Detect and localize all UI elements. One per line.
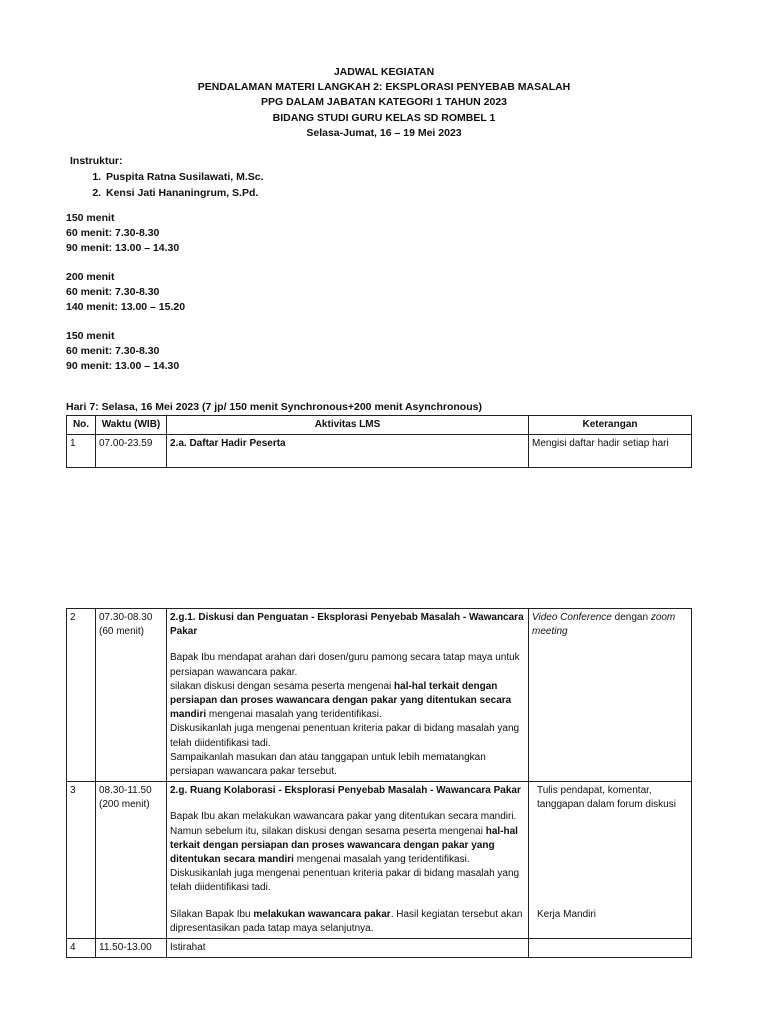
activity-text: mengenai masalah yang teridentifikasi. Diskusikanlah juga mengenai penentuan kriteria pakar di bidang masalah yang telah diidentifikasi tadi. — [170, 854, 520, 894]
title-line-2: PENDALAMAN MATERI LANGKAH 2: EKSPLORASI PENYEBAB MASALAH — [197, 81, 571, 94]
activity-paragraph — [170, 680, 525, 723]
activity-text: Bapak Ibu akan melakukan wawancara pakar yang ditentukan secara mandiri. Namun sebelum itu, silakan diskusi dengan sesama peserta mengenai — [170, 811, 517, 837]
cell-no: 2 — [67, 609, 96, 782]
cell-aktivitas: Istirahat — [167, 939, 529, 958]
document-title-block — [0, 65, 768, 141]
cell-waktu: 07.30-08.30 (60 menit) — [96, 609, 167, 782]
title-line-3: PPG DALAM JABATAN KATEGORI 1 TAHUN 2023 — [261, 96, 507, 109]
cell-keterangan — [529, 782, 692, 939]
keterangan-text: Kerja Mandiri — [537, 908, 596, 920]
activity-text: mengenai masalah yang teridentifikasi. — [206, 709, 382, 721]
header-keterangan: Keterangan — [529, 416, 692, 435]
keterangan-italic: zoom meeting — [532, 612, 676, 638]
header-aktivitas: Aktivitas LMS — [167, 416, 529, 435]
instructor-item: 2. Kensi Jati Hananingrum, S.Pd. — [104, 185, 264, 201]
duration-line: 60 menit: 7.30-8.30 — [66, 345, 160, 357]
cell-aktivitas — [167, 782, 529, 939]
activity-text: . Hasil kegiatan tersebut akan dipresentasikan pada tatap maya selanjutnya. — [170, 908, 523, 934]
instructor-item: 1. Puspita Ratna Susilawati, M.Sc. — [104, 169, 264, 185]
table-header-row — [67, 416, 692, 435]
keterangan-text: Tulis pendapat, komentar, tanggapan dalam forum diskusi — [537, 785, 676, 811]
activity-title: 2.g. Ruang Kolaborasi - Eksplorasi Penyebab Masalah - Wawancara Pakar — [170, 785, 521, 797]
duration-line: 90 menit: 13.00 – 14.30 — [66, 360, 180, 372]
duration-line: 90 menit: 13.00 – 14.30 — [66, 242, 180, 254]
duration-total: 150 menit — [66, 212, 115, 224]
table-row — [67, 435, 692, 468]
cell-keterangan — [529, 609, 692, 782]
schedule-table-part-1 — [66, 415, 692, 468]
title-line-4: BIDANG STUDI GURU KELAS SD ROMBEL 1 — [272, 111, 496, 124]
activity-emphasis: hal-hal terkait dengan persiapan dan proses wawancara dengan pakar yang ditentukan secara mandiri — [170, 680, 512, 721]
duration-line: 60 menit: 7.30-8.30 — [66, 227, 160, 239]
duration-total: 150 menit — [66, 330, 115, 342]
cell-keterangan: Mengisi daftar hadir setiap hari — [529, 435, 692, 468]
keterangan-italic: Video Conference — [532, 612, 612, 623]
instructors-section — [70, 153, 264, 201]
cell-waktu: 11.50-13.00 — [96, 939, 167, 958]
duration-block — [66, 211, 179, 256]
activity-text: silakan diskusi dengan sesama peserta mengenai — [170, 680, 395, 692]
cell-waktu: 08.30-11.50 (200 menit) — [96, 782, 167, 939]
cell-waktu: 07.00-23.59 — [96, 435, 167, 468]
cell-no: 3 — [67, 782, 96, 939]
cell-no: 4 — [67, 939, 96, 958]
table-row — [67, 609, 692, 782]
instructors-label: Instruktur: — [70, 155, 123, 167]
activity-paragraph — [170, 810, 525, 895]
activity-title: 2.g.1. Diskusi dan Penguatan - Eksplorasi Penyebab Masalah - Wawancara Pakar — [170, 612, 524, 638]
activity-emphasis: melakukan wawancara pakar — [253, 908, 391, 920]
title-date-line: Selasa-Jumat, 16 – 19 Mei 2023 — [306, 126, 462, 139]
table-row — [67, 939, 692, 958]
header-no: No. — [67, 416, 96, 435]
cell-aktivitas — [167, 609, 529, 782]
duration-block — [66, 270, 185, 315]
activity-text: Silakan Bapak Ibu — [170, 908, 254, 920]
activity-paragraph — [170, 908, 525, 936]
cell-keterangan — [529, 939, 692, 958]
header-waktu: Waktu (WIB) — [96, 416, 167, 435]
activity-paragraph: Bapak Ibu mendapat arahan dari dosen/guru pamong secara tatap maya untuk persiapan wawancara pakar. — [170, 652, 520, 678]
cell-aktivitas: 2.a. Daftar Hadir Peserta — [167, 435, 529, 468]
keterangan-text: dengan — [611, 612, 651, 623]
duration-line: 60 menit: 7.30-8.30 — [66, 286, 160, 298]
day-heading: Hari 7: Selasa, 16 Mei 2023 (7 jp/ 150 menit Synchronous+200 menit Asynchronous) — [66, 401, 482, 413]
title-line-1: JADWAL KEGIATAN — [333, 66, 435, 78]
table-row — [67, 782, 692, 939]
duration-block — [66, 329, 179, 374]
duration-line: 140 menit: 13.00 – 15.20 — [66, 301, 186, 313]
instructors-list — [70, 169, 264, 201]
cell-no: 1 — [67, 435, 96, 468]
activity-emphasis: hal-hal terkait dengan persiapan dan proses wawancara dengan pakar yang ditentukan secara mandiri — [170, 825, 518, 866]
schedule-table-part-2 — [66, 608, 692, 958]
activity-paragraph: Diskusikanlah juga mengenai penentuan kriteria pakar di bidang masalah yang telah diidentifikasi tadi. — [170, 723, 520, 749]
activity-paragraph: Sampaikanlah masukan dan atau tanggapan untuk lebih mematangkan persiapan wawancara pakar tersebut. — [170, 751, 486, 778]
duration-total: 200 menit — [66, 271, 115, 283]
